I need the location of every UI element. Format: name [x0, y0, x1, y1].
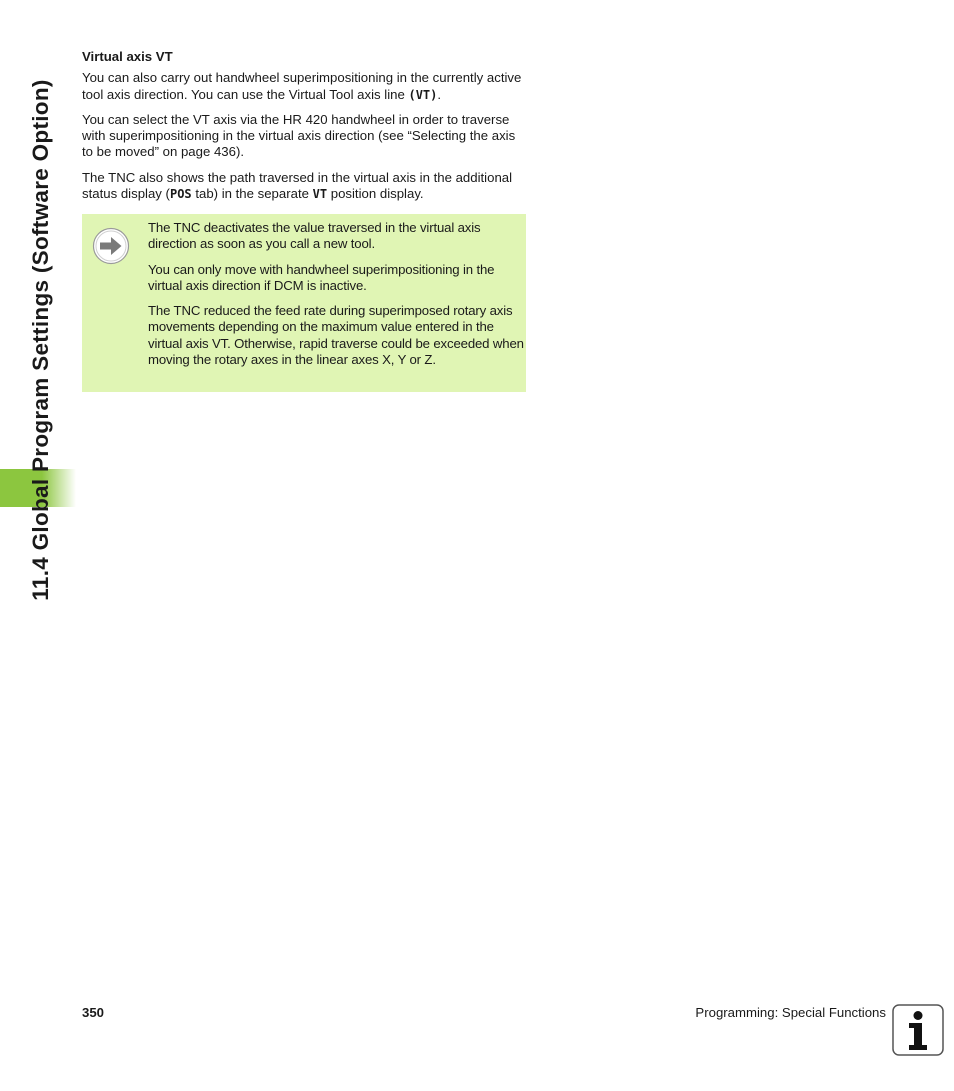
note-item-3: The TNC reduced the feed rate during superimposed rotary axis movements depending on the maximum value entered in the virtual axis VT. Otherwise, rapid traverse could be exceeded when moving the rotary axes in the linear axes X, Y or Z.: [148, 303, 524, 368]
p1-end: .: [437, 86, 442, 102]
note-item-1: The TNC deactivates the value traversed in the virtual axis direction as soon as you call a new tool.: [148, 220, 481, 252]
arrow-right-icon: [92, 227, 130, 265]
p1-text: You can also carry out handwheel superimpositioning in the currently active tool axis direction. You can use the Virtual Tool axis line: [82, 70, 522, 102]
p3-text-a: The TNC also shows the path traversed in the virtual axis in the additional status display (: [82, 169, 513, 202]
p3-code-pos: POS: [169, 187, 192, 202]
p1-code: (VT): [408, 87, 438, 102]
note-box: [82, 214, 526, 392]
p3-text-c: position display.: [327, 186, 424, 202]
info-icon: [892, 1004, 944, 1056]
paragraph-2: You can select the VT axis via the HR 420 handwheel in order to traverse with superimpositioning in the virtual axis direction (see “Selecting the axis to be moved” on page 436).: [82, 111, 516, 160]
note-item-2: You can only move with handwheel superimpositioning in the virtual axis direction if DCM is inactive.: [148, 261, 495, 293]
main-content: [82, 49, 526, 211]
section-heading: Virtual axis VT: [82, 49, 173, 64]
note-text: [148, 220, 524, 377]
paragraph-3: [82, 170, 526, 203]
footer-title: Programming: Special Functions: [695, 1005, 886, 1020]
chapter-title-text: 11.4 Global Program Settings (Software Option): [28, 79, 53, 601]
page-number: 350: [82, 1005, 105, 1020]
p3-text-b: tab) in the separate: [191, 186, 313, 202]
p3-code-vt: VT: [312, 187, 328, 202]
paragraph-1: [82, 70, 526, 103]
